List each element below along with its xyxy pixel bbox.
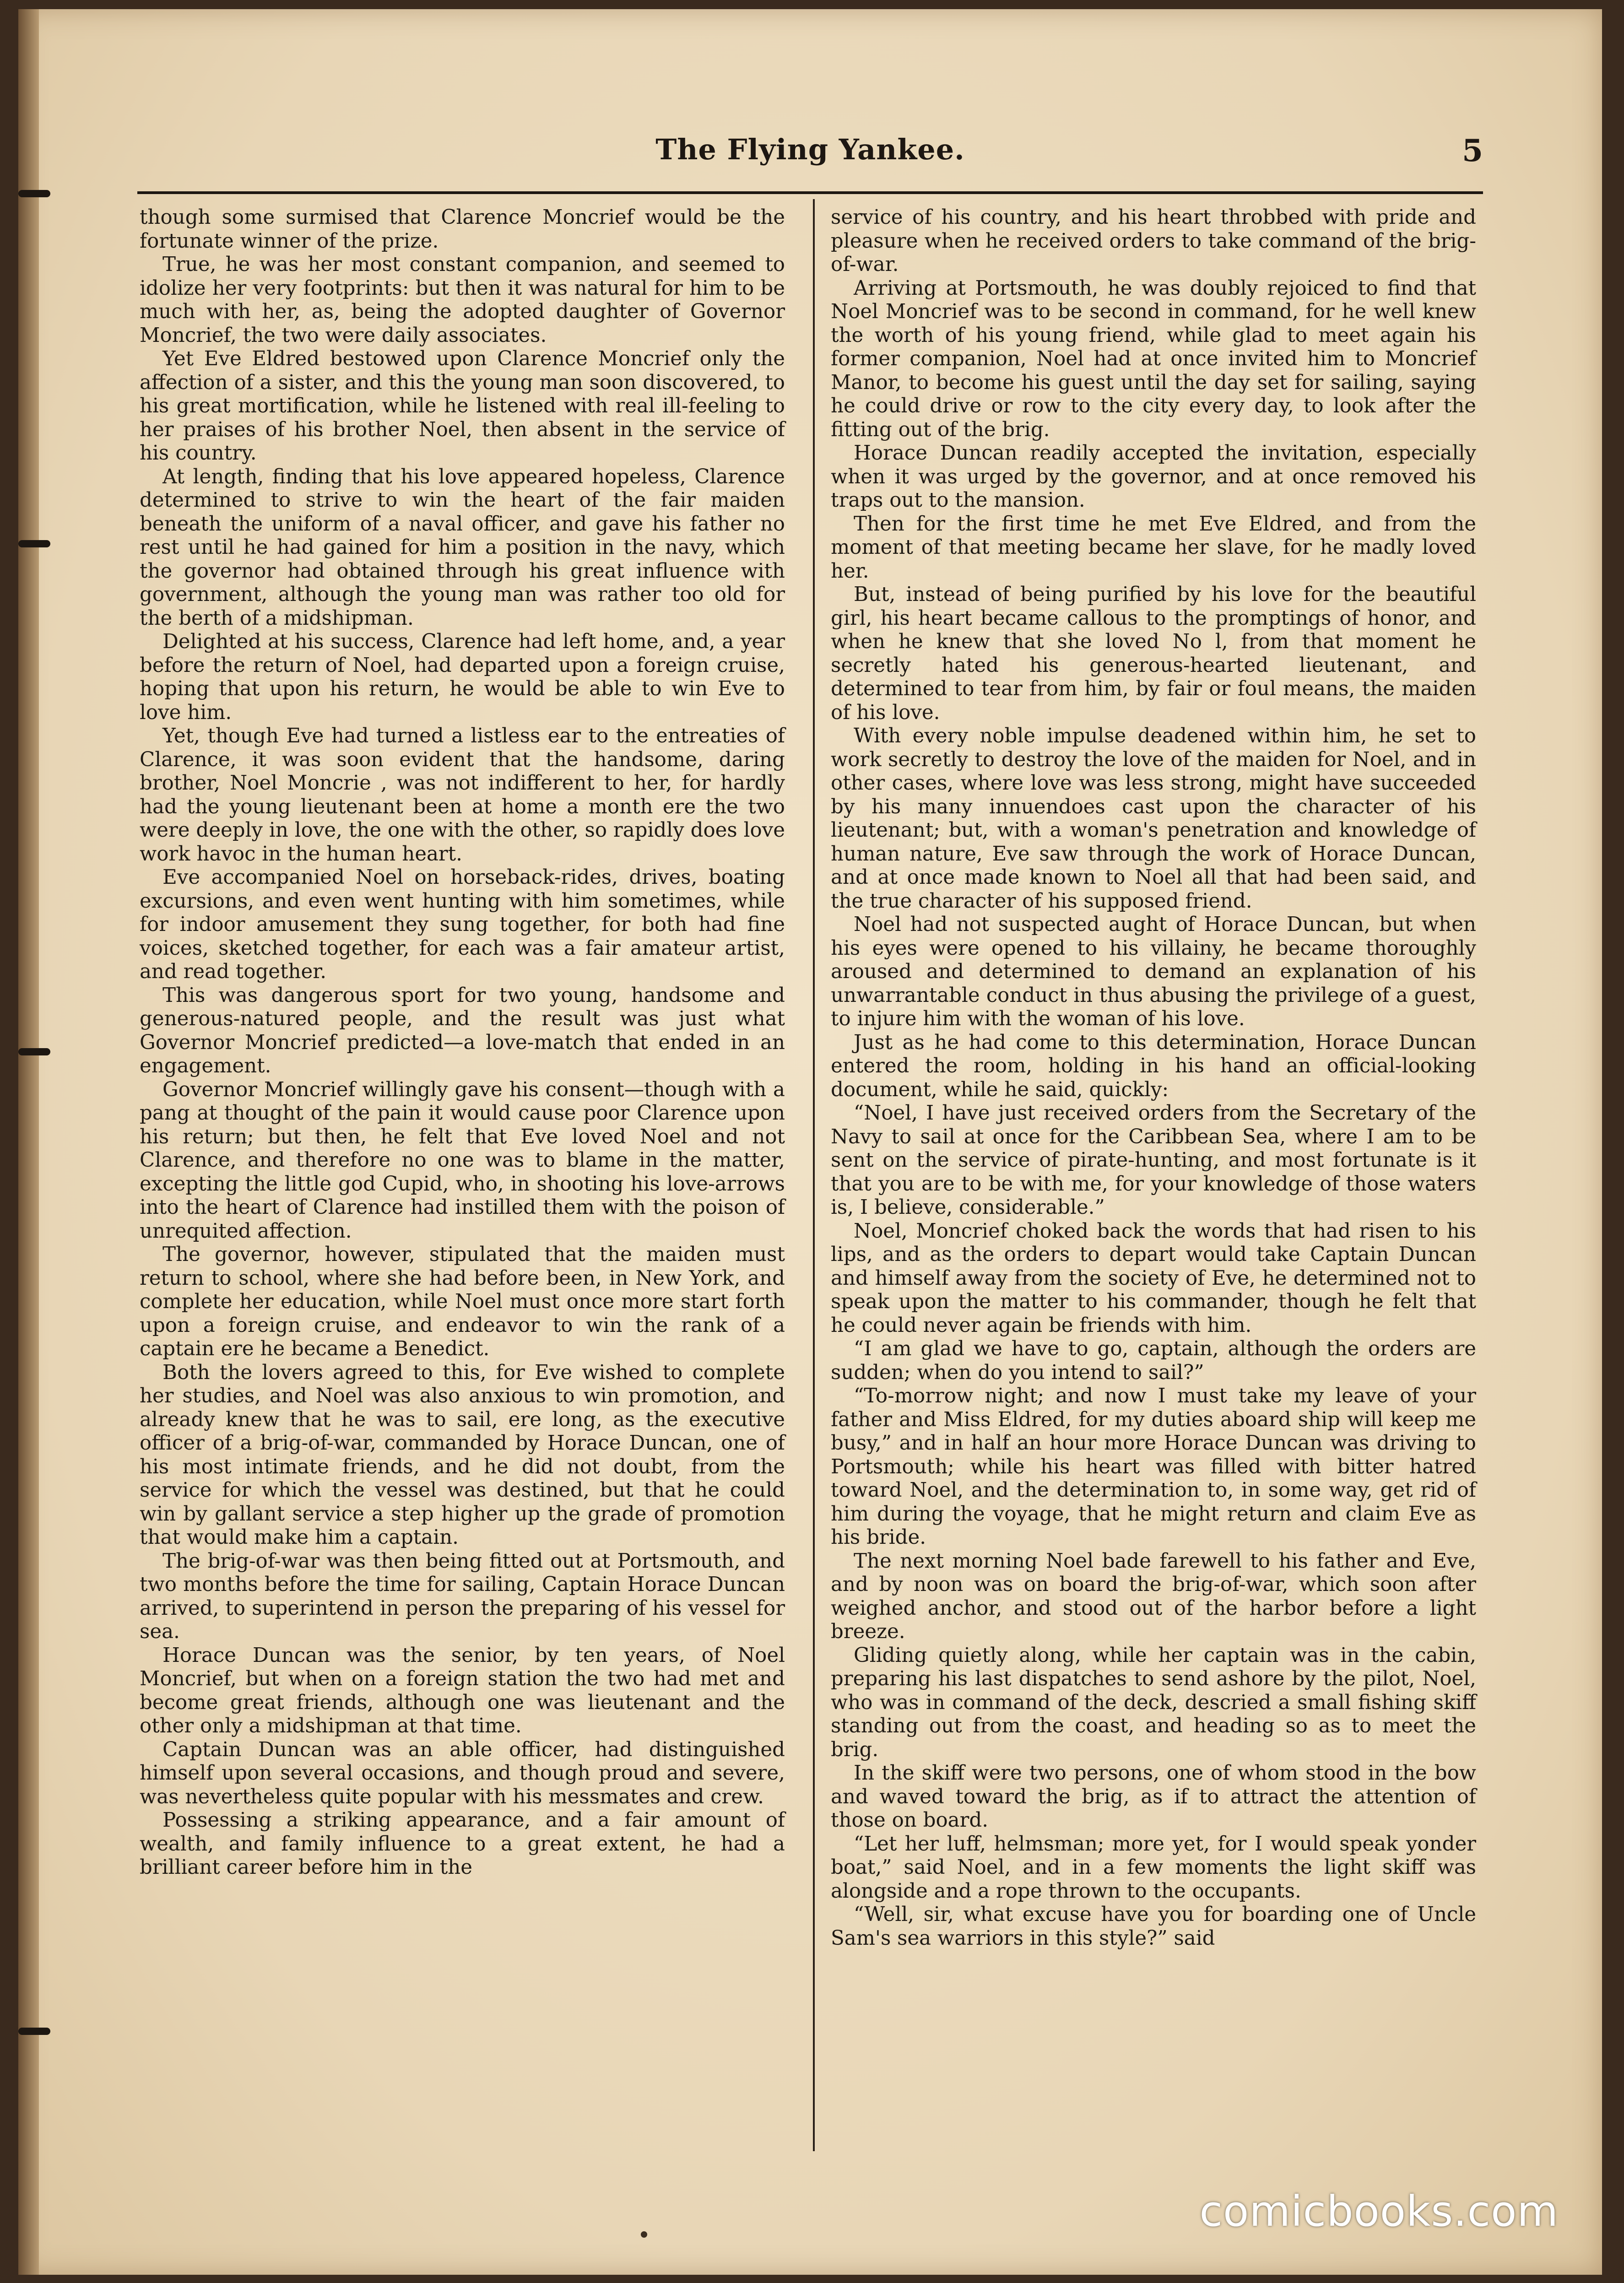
paragraph: Governor Moncrief willingly gave his consent—though with a pang at thought of the pain it would cause poor Clarence upon his return; but then, he felt that Eve loved Noel and not Clarence, and therefore no one was to blame in the matter, excepting the little god Cupid, who, in shooting his love-arrows into the heart of Clarence had instilled them with the poison of unrequited affection. (140, 1078, 785, 1243)
staple-mark (18, 1048, 50, 1055)
page-dot (641, 2231, 647, 2238)
paragraph: Horace Duncan readily accepted the invitation, especially when it was urged by the governor, and at once removed his traps out to the mansion. (831, 442, 1476, 512)
paragraph: “Well, sir, what excuse have you for boarding one of Uncle Sam's sea warriors in this style?” said (831, 1903, 1476, 1950)
paragraph: “To-morrow night; and now I must take my leave of your father and Miss Eldred, for my duties aboard ship will keep me busy,” and in half an hour more Horace Duncan was driving to Portsmouth; while his heart was filled with bitter hatred toward Noel, and the determination to, in some way, get rid of him during the voyage, that he might return and claim Eve as his bride. (831, 1385, 1476, 1549)
paragraph: Just as he had come to this determination, Horace Duncan entered the room, holding in his hand an official-looking document, while he said, quickly: (831, 1031, 1476, 1101)
paragraph: With every noble impulse deadened within him, he set to work secretly to destroy the love of the maiden for Noel, and in other cases, where love was less strong, might have succeeded by his many innuendoes cast upon the character of his lieutenant; but, with a woman's penetration and knowledge of human nature, Eve saw through the work of Horace Duncan, and at once made known to Noel all that had been said, and the true character of his supposed friend. (831, 725, 1476, 913)
paragraph: This was dangerous sport for two young, handsome and generous-natured people, and the result was just what Governor Moncrief predicted—a love-match that ended in an engagement. (140, 984, 785, 1077)
paragraph: Both the lovers agreed to this, for Eve wished to complete her studies, and Noel was also anxious to win promotion, and already knew that he was to sail, ere long, as the executive officer of a brig-of-war, commanded by Horace Duncan, one of his most intimate friends, and he did not doubt, from the service for which the vessel was destined, but that he could win by gallant service a step higher up the grade of promotion that would make him a captain. (140, 1361, 785, 1549)
paragraph: The next morning Noel bade farewell to his father and Eve, and by noon was on board the brig-of-war, which soon after weighed anchor, and stood out of the harbor before a light breeze. (831, 1549, 1476, 1643)
paragraph: True, he was her most constant companion, and seemed to idolize her very footprints: but then it was natural for him to be much with her, as, being the adopted daughter of Governor Moncrief, the two were daily associates. (140, 253, 785, 347)
paragraph: Horace Duncan was the senior, by ten years, of Noel Moncrief, but when on a foreign station the two had met and become great friends, although one was lieutenant and the other only a midshipman at that time. (140, 1644, 785, 1737)
paragraph: The governor, however, stipulated that the maiden must return to school, where she had before been, in New York, and complete her education, while Noel must once more start forth upon a foreign cruise, and endeavor to win the rank of a captain ere he became a Benedict. (140, 1243, 785, 1360)
left-column (140, 206, 785, 1880)
paragraph: Yet Eve Eldred bestowed upon Clarence Moncrief only the affection of a sister, and this the young man soon discovered, to his great mortification, while he listened with real ill-feeling to her praises of his brother Noel, then absent in the service of his country. (140, 347, 785, 465)
right-column (831, 206, 1476, 1950)
column-divider (813, 199, 815, 2151)
paragraph: Eve accompanied Noel on horseback-rides, drives, boating excursions, and even went hunting with him sometimes, while for indoor amusement they sung together, for both had fine voices, sketched together, for each was a fair amateur artist, and read together. (140, 866, 785, 983)
paragraph: Arriving at Portsmouth, he was doubly rejoiced to find that Noel Moncrief was to be second in command, for he well knew the worth of his young friend, while glad to meet again his former companion, Noel had at once invited him to Moncrief Manor, to become his guest until the day set for sailing, saying he could drive or row to the city every day, to look after the fitting out of the brig. (831, 276, 1476, 441)
header-rule (137, 191, 1483, 194)
paragraph: Delighted at his success, Clarence had left home, and, a year before the return of Noel, had departed upon a foreign cruise, hoping that upon his return, he would be able to win Eve to love him. (140, 630, 785, 724)
paragraph: Yet, though Eve had turned a listless ear to the entreaties of Clarence, it was soon evident that the handsome, daring brother, Noel Moncrie , was not indifferent to her, for hardly had the young lieutenant been at home a month ere the two were deeply in love, the one with the other, so rapidly does love work havoc in the human heart. (140, 725, 785, 866)
paragraph: though some surmised that Clarence Moncrief would be the fortunate winner of the prize. (140, 206, 785, 253)
paragraph: “I am glad we have to go, captain, although the orders are sudden; when do you intend to sail?” (831, 1337, 1476, 1384)
paragraph: In the skiff were two persons, one of whom stood in the bow and waved toward the brig, as if to attract the attention of those on board. (831, 1762, 1476, 1832)
magazine-page (18, 9, 1602, 2275)
paragraph: But, instead of being purified by his love for the beautiful girl, his heart became callous to the promptings of honor, and when he knew that she loved No l, from that moment he secretly hated his generous-hearted lieutenant, and determined to tear from him, by fair or foul means, the maiden of his love. (831, 583, 1476, 724)
page-number: 5 (1462, 133, 1483, 168)
paragraph: At length, finding that his love appeared hopeless, Clarence determined to strive to win the heart of the fair maiden beneath the uniform of a naval officer, and gave his father no rest until he had gained for him a position in the navy, which the governor had obtained through his great influence with government, although the young man was rather too old for the berth of a midshipman. (140, 465, 785, 630)
paragraph: Captain Duncan was an able officer, had distinguished himself upon several occasions, and though proud and severe, was nevertheless quite popular with his messmates and crew. (140, 1738, 785, 1808)
paragraph: “Let her luff, helmsman; more yet, for I would speak yonder boat,” said Noel, and in a few moments the light skiff was alongside and a rope thrown to the occupants. (831, 1832, 1476, 1903)
paragraph: Noel had not suspected aught of Horace Duncan, but when his eyes were opened to his villainy, he became thoroughly aroused and determined to demand an explanation of his unwarrantable conduct in thus abusing the privilege of a guest, to injure him with the woman of his love. (831, 913, 1476, 1030)
staple-mark (18, 2028, 50, 2035)
watermark: comicbooks.com (1199, 2187, 1559, 2236)
staple-mark (18, 540, 50, 547)
paragraph: Gliding quietly along, while her captain was in the cabin, preparing his last dispatches to send ashore by the pilot, Noel, who was in command of the deck, descried a small fishing skiff standing out from the coast, and heading so as to meet the brig. (831, 1644, 1476, 1761)
running-header (137, 133, 1483, 169)
paragraph: “Noel, I have just received orders from the Secretary of the Navy to sail at once for the Caribbean Sea, where I am to be sent on the service of pirate-hunting, and most fortunate is it that you are to be with me, for your knowledge of those waters is, I believe, considerable.” (831, 1102, 1476, 1219)
paragraph: Then for the first time he met Eve Eldred, and from the moment of that meeting became her slave, for he madly loved her. (831, 512, 1476, 583)
publication-title: The Flying Yankee. (655, 133, 965, 166)
paragraph: The brig-of-war was then being fitted out at Portsmouth, and two months before the time for sailing, Captain Horace Duncan arrived, to superintend in person the preparing of his vessel for sea. (140, 1549, 785, 1643)
paragraph: Noel, Moncrief choked back the words that had risen to his lips, and as the orders to depart would take Captain Duncan and himself away from the society of Eve, he determined not to speak upon the matter to his commander, though he felt that he could never again be friends with him. (831, 1219, 1476, 1337)
paragraph: Possessing a striking appearance, and a fair amount of wealth, and family influence to a great extent, he had a brilliant career before him in the (140, 1809, 785, 1879)
page-binding (18, 9, 39, 2275)
paragraph: service of his country, and his heart throbbed with pride and pleasure when he received orders to take command of the brig-of-war. (831, 206, 1476, 276)
staple-mark (18, 190, 50, 197)
